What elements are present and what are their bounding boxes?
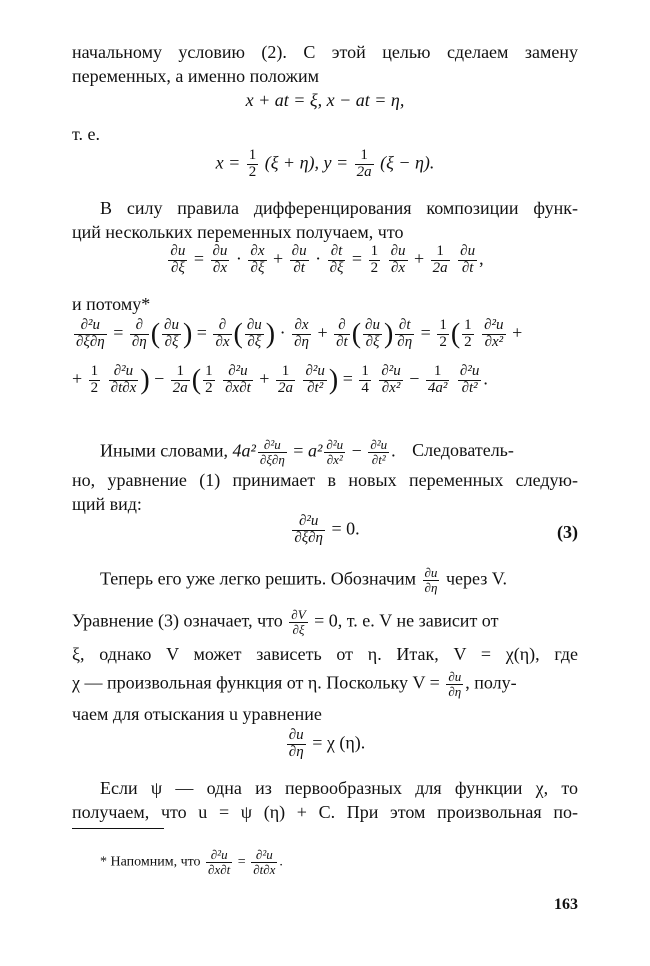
page-number: 163 [554,896,578,913]
equation-3: $\frac{\text{∂²u}}{\partial\xi\partial\eta}$ = 0. [294,513,360,546]
text-line: ξ, однако V может зависеть от η. Итак, V = χ(η), где [72,644,578,664]
footnote: * Напомним, что $\frac{\text{∂²u}}{\partial x\partial t}$ = $\frac{\text{∂²u}}{\partial t\partial x}$ . [100,847,283,877]
eq-part: (ξ + η), y = [264,152,349,173]
equation-label: (3) [557,522,578,542]
text-part: = 0, т. е. V не зависит от [314,610,499,631]
text-part: Теперь его уже легко решить. Обозначим [100,568,416,589]
text-part: χ — произвольная функция от η. Поскольку V = [72,672,440,693]
text-part: Иными словами, [100,440,228,461]
text-line-with-math: Уравнение (3) означает, что $\frac{\partial V}{\partial\xi}$ = 0, т. е. V не зависит от [72,607,499,637]
footnote-rule [72,828,164,829]
text-line: Если ψ — одна из первообразных для функции χ, то [100,778,578,798]
eq-part: = χ (η). [312,732,366,753]
text-line-with-math: Теперь его уже легко решить. Обозначим $\frac{\partial u}{\partial\eta}$ через V. [100,565,507,595]
text-line: но, уравнение (1) принимает в новых переменных следую- [72,470,578,490]
text-part: Следователь- [412,440,514,461]
equation-inverse: x = $\frac{1}{2}$ (ξ + η), y = $\frac{1}{2a}$ (ξ − η). [215,147,435,180]
text-line-with-math: χ — произвольная функция от η. Поскольку V = $\frac{\partial u}{\partial\eta}$ , полу- [72,669,517,699]
eq-part: = 0. [331,518,360,539]
text-line: и потому* [72,294,151,314]
text-line: чаем для отыскания u уравнение [72,704,322,724]
text-line: В силу правила дифференцирования композиции функ- [100,198,578,218]
text-line: переменных, а именно положим [72,66,320,86]
text-line: ций нескольких переменных получаем, что [72,222,404,242]
eq-part: x = [215,152,241,173]
text-line: начальному условию (2). С этой целью сделаем замену [72,42,578,62]
text-line-with-math: Иными словами, 4a² $\frac{\text{∂²u}}{\partial\xi\partial\eta}$ = a² $\frac{\text{∂²u}}{\text{∂x²}}$ − $\frac{\text{∂²u}}{\text{∂t²}}$ . Следователь- [100,437,514,467]
footnote-text: * Напомним, что [100,854,201,870]
equation-substitution: x + at = ξ, x − at = η, [245,90,405,110]
text-part: Уравнение (3) означает, что [72,610,283,631]
eq-part: (ξ − η). [380,152,435,173]
text-line: т. е. [72,124,101,144]
equation-second-derivative-1: $\frac{\text{∂²u}}{\partial\xi\partial\eta}$ = $\frac{\partial}{\partial\eta}$ ( $\frac{\partial u}{\partial\xi}$ ) = $\frac{\partial}{\partial x}$ ( $\frac{\partial u}{\partial\xi}$ ) · $\frac{\partial x}{\partial\eta}$ + $\frac{\partial}{\partial t}$ ( $\frac{\partial u}{\partial\xi}$ ) $\frac{\partial t}{\partial\eta}$ = $\frac{1}{2}$ ( $\frac{1}{2}$ $\frac{\text{∂²u}}{\text{∂x²}}$ + [76,317,523,350]
text-part: через V. [445,568,507,589]
equation-chain-rule: $\frac{\partial u}{\partial\xi}$ = $\frac{\partial u}{\partial x}$ · $\frac{\partial x}{\partial\xi}$ + $\frac{\partial u}{\partial t}$ · $\frac{\partial t}{\partial\xi}$ = $\frac{1}{2}$ $\frac{\partial u}{\partial x}$ + $\frac{1}{2a}$ $\frac{\partial u}{\partial t}$ , [170,243,484,276]
text-part: , полу- [465,672,517,693]
text-line: получаем, что u = ψ (η) + C. При этом произвольная по- [72,802,578,822]
equation-second-derivative-2: + $\frac{1}{2}$ $\frac{\text{∂²u}}{\partial t\partial x}$ ) − $\frac{1}{2a}$ ( $\frac{1}{2}$ $\frac{\text{∂²u}}{\partial x\partial t}$ + $\frac{1}{2a}$ $\frac{\text{∂²u}}{\text{∂t²}}$ ) = $\frac{1}{4}$ $\frac{\text{∂²u}}{\text{∂x²}}$ − $\frac{1}{\text{4a²}}$ $\frac{\text{∂²u}}{\text{∂t²}}$ . [72,363,488,396]
equation-4: $\frac{\partial u}{\partial\eta}$ = χ (η). [288,727,366,760]
text-line: щий вид: [72,494,142,514]
